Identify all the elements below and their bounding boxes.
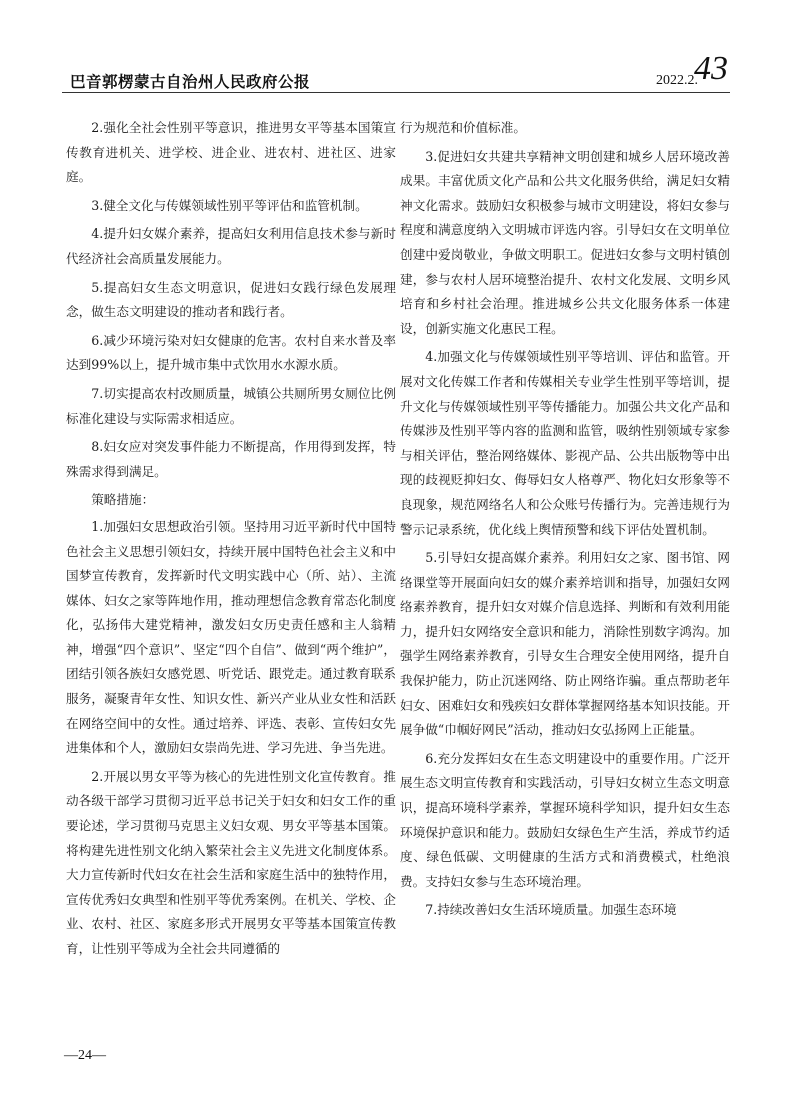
paragraph: 5.提高妇女生态文明意识，促进妇女践行绿色发展理念，做生态文明建设的推动者和践行者。 <box>66 279 396 320</box>
paragraph: 4.提升妇女媒介素养，提高妇女利用信息技术参与新时代经济社会高质量发展能力。 <box>66 226 396 266</box>
header-rule <box>62 92 730 93</box>
issue-page-number: 43 <box>694 50 728 87</box>
paragraph-continuation: 行为规范和价值标准。 <box>400 120 526 135</box>
paragraph: 1.加强妇女思想政治引领。坚持用习近平新时代中国特色社会主义思想引领妇女，持续开展中国特色社会主义和中国梦宣传教育，发挥新时代文明实践中心（所、站）、主流媒体、妇女之家等阵地作用，推动理想信念教育常态化制度化，弘扬伟大建党精神，激发妇女历史责任感和主人翁精神，增强“四个意识”、坚定“四个自信”、做到“两个维护”，团结引领各族妇女感党恩、听党话、跟党走。通过教育联系服务，凝聚青年女性、知识女性、新兴产业从业女性和活跃在网络空间中的女性。通过培养、评选、表彰、宣传妇女先进集体和个人，激励妇女崇尚先进、学习先进、争当先进。 <box>66 518 396 756</box>
paragraph: 3.促进妇女共建共享精神文明创建和城乡人居环境改善成果。丰富优质文化产品和公共文化服务供给，满足妇女精神文化需求。鼓励妇女积极参与城市文明建设，将妇女参与程度和满意度纳入文明城市评选内容。引导妇女在文明单位创建中爱岗敬业，争做文明职工。促进妇女参与文明村镇创建，参与农村人居环境整治提升、农村文化发展、文明乡风培育和乡村社会治理。推进城乡公共文化服务体系一体建设，创新实施文化惠民工程。 <box>400 148 730 336</box>
paragraph: 6.充分发挥妇女在生态文明建设中的重要作用。广泛开展生态文明宣传教育和实践活动，引导妇女树立生态文明意识，提高环境科学素养，掌握环境科学知识，提升妇女生态环境保护意识和能力。鼓励妇女绿色生产生活，养成节约适度、绿色低碳、文明健康的生活方式和消费模式，杜绝浪费。支持妇女参与生态环境治理。 <box>400 750 730 889</box>
section-heading: 策略措施： <box>91 492 155 508</box>
left-column <box>66 116 396 966</box>
paragraph: 4.加强文化与传媒领域性别平等培训、评估和监管。开展对文化传媒工作者和传媒相关专业学生性别平等培训，提升文化与传媒领域性别平等传播能力。加强公共文化产品和传媒涉及性别平等内容的监测和监管，吸纳性别领域专家参与相关评估，整治网络媒体、影视产品、公共出版物等中出现的歧视贬抑妇女、侮辱妇女人格尊严、物化妇女形象等不良现象，规范网络名人和公众账号传播行为。完善违规行为警示记录系统，优化线上舆情预警和线下评估处置机制。 <box>400 349 730 537</box>
paragraph: 2.开展以男女平等为核心的先进性别文化宣传教育。推动各级干部学习贯彻习近平总书记关于妇女和妇女工作的重要论述，学习贯彻马克思主义妇女观、男女平等基本国策。将构建先进性别文化纳入繁荣社会主义先进文化制度体系。大力宣传新时代妇女在社会生活和家庭生活中的独特作用，宣传优秀妇女典型和性别平等优秀案例。在机关、学校、企业、农村、社区、家庭多形式开展男女平等基本国策宣传教育，让性别平等成为全社会共同遵循的 <box>66 768 396 956</box>
paragraph: 6.减少环境污染对妇女健康的危害。农村自来水普及率达到99%以上，提升城市集中式饮用水水源水质。 <box>66 332 396 373</box>
paragraph: 8.妇女应对突发事件能力不断提高，作用得到发挥，特殊需求得到满足。 <box>66 439 396 479</box>
paragraph: 7.切实提高农村改厕质量，城镇公共厕所男女厕位比例标准化建设与实际需求相适应。 <box>66 385 396 426</box>
paragraph: 7.持续改善妇女生活环境质量。加强生态环境 <box>425 902 677 918</box>
paragraph: 3.健全文化与传媒领域性别平等评估和监管机制。 <box>91 197 368 213</box>
page-footer-number: —24— <box>64 1048 106 1063</box>
right-column <box>400 116 730 927</box>
gazette-title: 巴音郭楞蒙古自治州人民政府公报 <box>70 73 311 91</box>
issue-date: 2022.2. <box>656 73 698 88</box>
paragraph: 2.强化全社会性别平等意识，推进男女平等基本国策宣传教育进机关、进学校、进企业、进农村、进社区、进家庭。 <box>66 120 396 185</box>
paragraph: 5.引导妇女提高媒介素养。利用妇女之家、图书馆、网络课堂等开展面向妇女的媒介素养培训和指导，加强妇女网络素养教育，提升妇女对媒介信息选择、判断和有效利用能力，提升妇女网络安全意识和能力，消除性别数字鸿沟。加强学生网络素养教育，引导女生合理安全使用网络，提升自我保护能力，防止沉迷网络、防止网络诈骗。重点帮助老年妇女、困难妇女和残疾妇女群体掌握网络基本知识技能。开展争做“巾帼好网民”活动，推动妇女弘扬网上正能量。 <box>400 550 730 738</box>
